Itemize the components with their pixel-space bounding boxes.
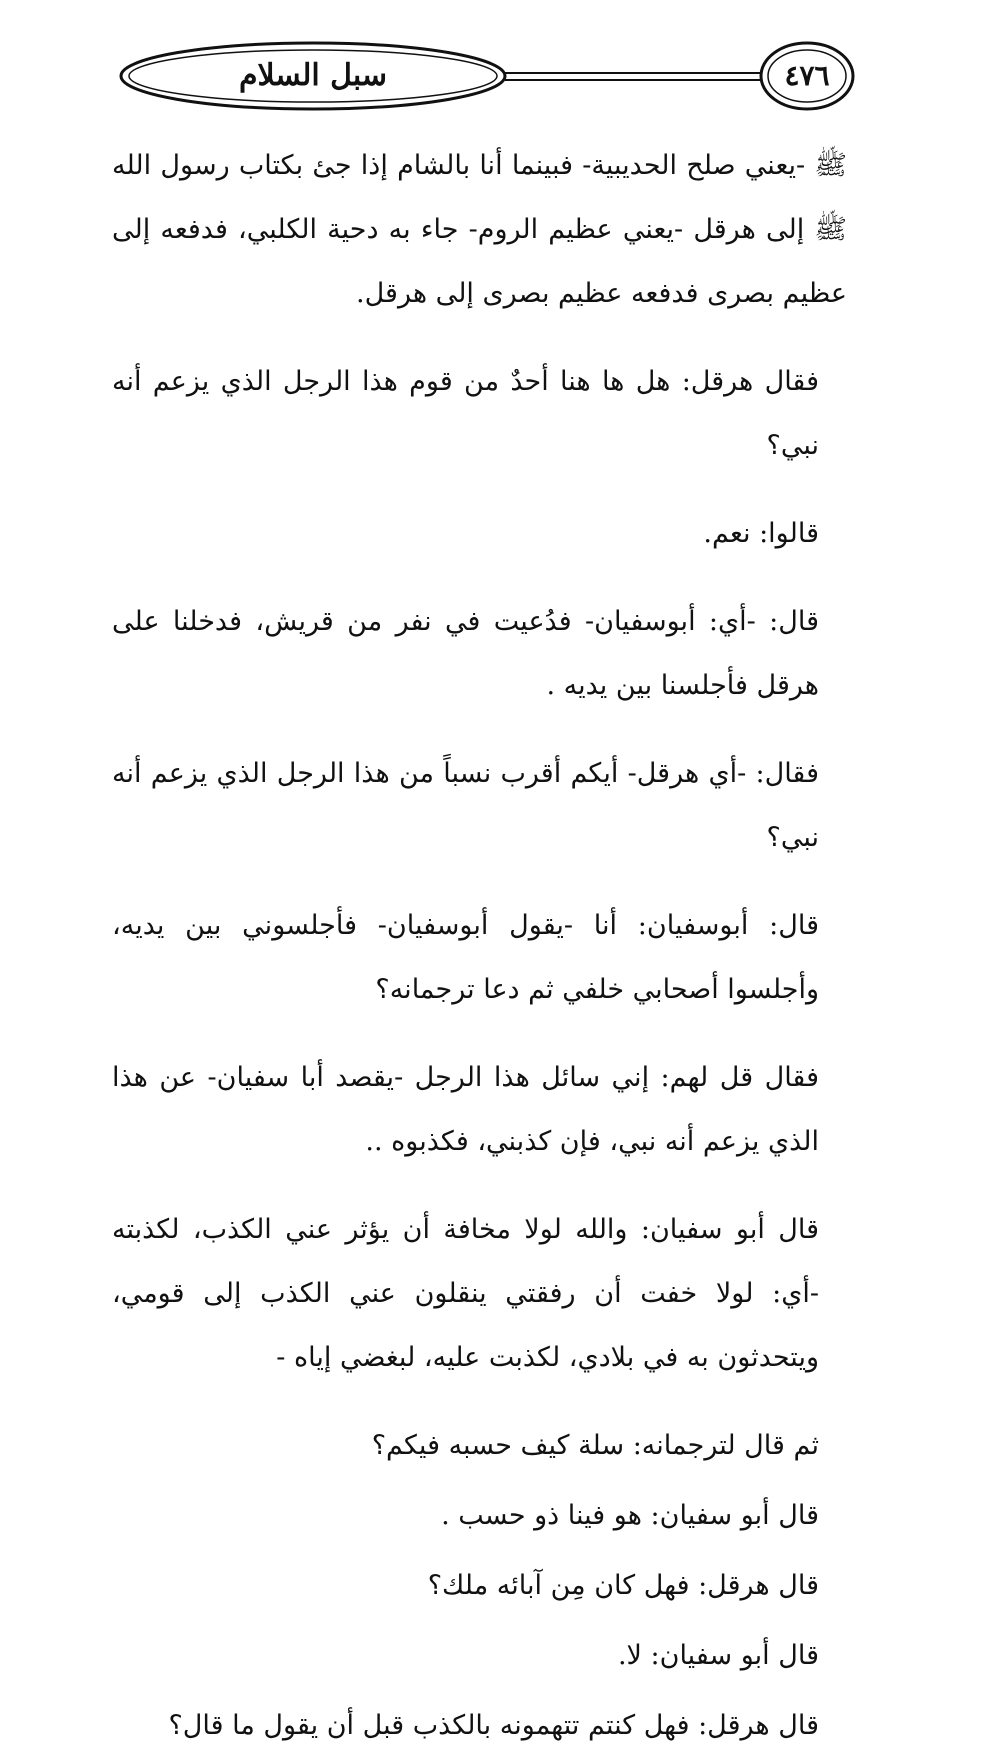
paragraph: قال هرقل: فهل كان مِن آبائه ملك؟ [427,1570,819,1601]
paragraph: ثم قال لترجمانه: سلة كيف حسبه فيكم؟ [371,1430,819,1461]
paragraph: فقال هرقل: هل ها هنا أحدٌ من قوم هذا الرجل الذي يزعم أنه نبي؟ [112,366,819,461]
page-number: ٤٧٦ [784,59,830,92]
paragraph: قالوا: نعم. [703,518,819,549]
paragraph: قال أبو سفيان: والله لولا مخافة أن يؤثر عني الكذب، لكذبته -أي: لولا خفت أن رفقتي ينقلون عني الكذب إلى قومي، ويتحدثون به في بلادي، لكذبت عليه، لبغضي إياه - [112,1214,819,1373]
page-body [112,134,847,1764]
paragraph: قال: -أي: أبوسفيان- فدُعيت في نفر من قريش، فدخلنا على هرقل فأجلسنا بين يديه . [112,606,819,701]
paragraph: ﷺ -يعني صلح الحديبية- فبينما أنا بالشام إذا جئ بكتاب رسول الله ﷺ إلى هرقل -يعني عظيم الروم- جاء به دحية الكلبي، فدفعه إلى عظيم بصرى فدفعه عظيم بصرى إلى هرقل. [112,150,847,309]
page-header [118,40,858,118]
paragraph: فقال قل لهم: إني سائل هذا الرجل -يقصد أبا سفيان- عن هذا الذي يزعم أنه نبي، فإن كذبني، فكذبوه .. [112,1062,819,1157]
paragraph: قال أبو سفيان: لا. [617,1640,819,1671]
paragraph: قال أبو سفيان: هو فينا ذو حسب . [441,1500,819,1531]
paragraph: قال هرقل: فهل كنتم تتهمونه بالكذب قبل أن يقول ما قال؟ [168,1710,819,1741]
paragraph: قال: أبوسفيان: أنا -يقول أبوسفيان- فأجلسوني بين يديه، وأجلسوا أصحابي خلفي ثم دعا ترجمانه؟ [112,910,819,1005]
running-title: سبل السلام [238,58,388,93]
paragraph: فقال: -أي هرقل- أيكم أقرب نسباً من هذا الرجل الذي يزعم أنه نبي؟ [112,758,819,853]
